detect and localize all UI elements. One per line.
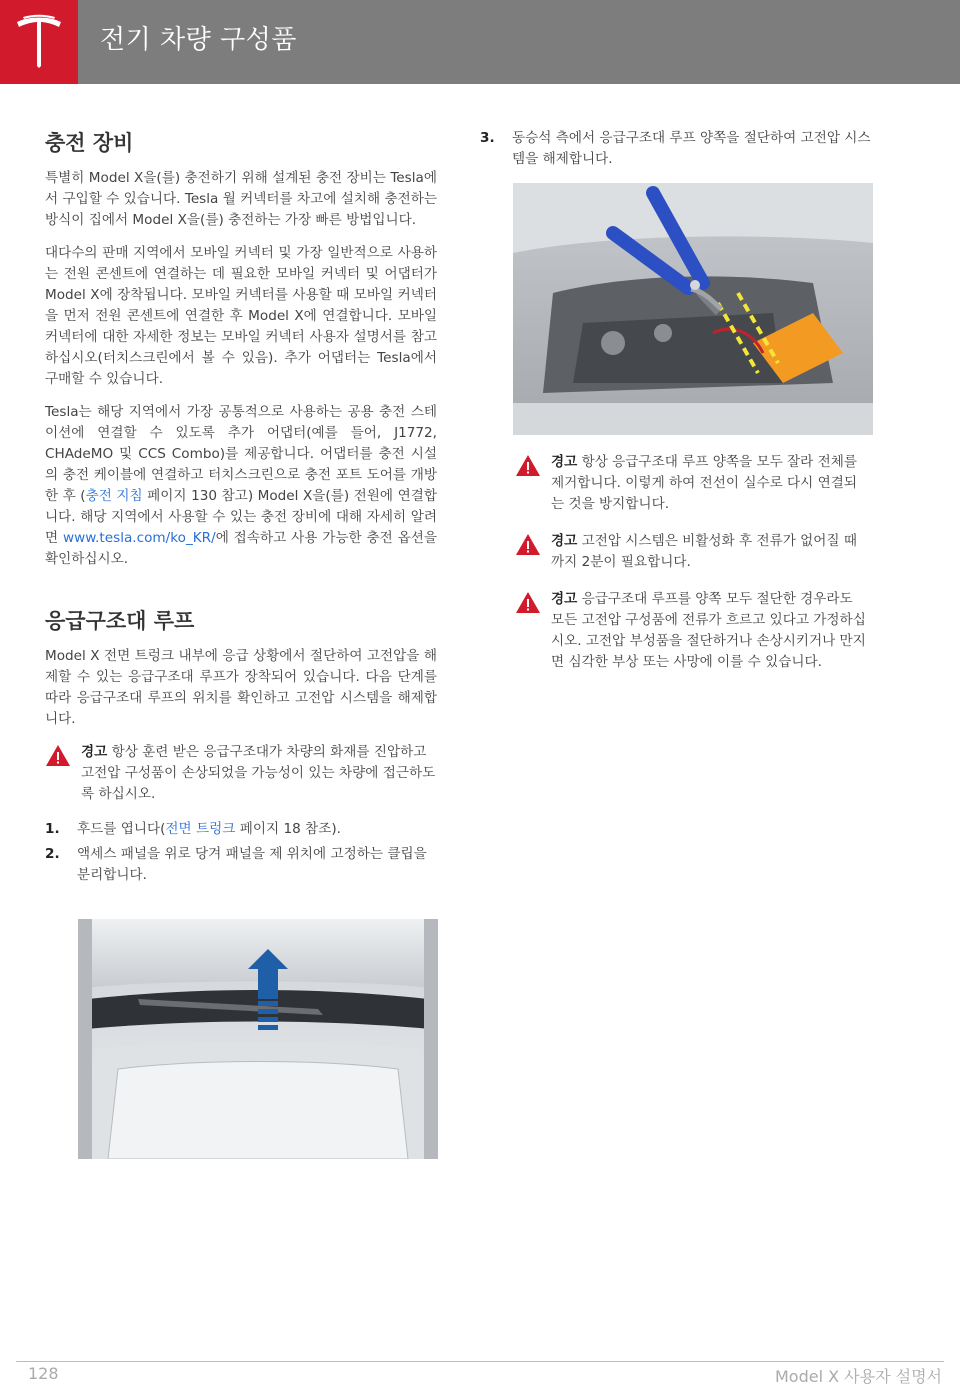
warning-icon bbox=[515, 454, 541, 477]
cut-loop-illustration bbox=[513, 183, 873, 435]
step-1 bbox=[45, 819, 437, 840]
step-2 bbox=[45, 844, 437, 886]
text: 응급구조대 루프를 양쪽 모두 절단한 경우라도 모든 고전압 구성품에 전류가 흐르고 있다고 가정하십시오. 고전압 부성품을 절단하거나 손상시키거나 만지면 심각한 부상 또는 사망에 이를 수 있습니다. bbox=[551, 591, 866, 670]
warning-icon bbox=[515, 591, 541, 614]
warning-label: 경고 bbox=[551, 591, 578, 607]
page-number: 128 bbox=[28, 1364, 59, 1383]
text: 페이지 130 참고) Model X을(를) 전원에 연결합니다. 해당 지역에서 사용할 수 있는 충전 장비에 대해 자세히 알려면 bbox=[45, 488, 437, 546]
warning-box bbox=[515, 589, 870, 673]
step-3 bbox=[480, 128, 875, 170]
warning-box bbox=[515, 452, 870, 515]
step-text: 액세스 패널을 위로 당겨 패널을 제 위치에 고정하는 클립을 분리합니다. bbox=[77, 846, 427, 883]
warning-label: 경고 bbox=[551, 533, 578, 549]
step-number: 1. bbox=[45, 821, 60, 837]
warning-box bbox=[515, 531, 870, 573]
right-column bbox=[480, 128, 875, 174]
text: 후드를 엽니다( bbox=[77, 821, 166, 837]
step-number: 2. bbox=[45, 846, 60, 862]
front-trunk-illustration bbox=[78, 919, 438, 1159]
warning-label: 경고 bbox=[81, 744, 108, 760]
front-trunk-image bbox=[78, 919, 438, 1159]
footer-title: Model X 사용자 설명서 bbox=[775, 1367, 942, 1386]
paragraph: 대다수의 판매 지역에서 모바일 커넥터 및 가장 일반적으로 사용하는 전원 콘센트에 연결하는 데 필요한 모바일 커넥터 및 어댑터가 Model X에 장착됩니다. 모바일 커넥터를 사용할 때 모바일 커넥터을 먼저 전원 콘센트에 연결한 후 Model X에 연결합니다. 모바일 커넥터에 대한 자세한 정보는 모바일 커넥터 사용자 설명서를 참고하십시오(터치스크린에서 볼 수 있음). 추가 어댑터는 Tesla에서 구매할 수 있습니다. bbox=[45, 245, 437, 387]
text: Tesla는 해당 지역에서 가장 공통적으로 사용하는 공용 충전 스테이션에 연결할 수 있도록 추가 어댑터(예를 들어, J1772, CHAdeMO 및 CCS Combo)를 제공합니다. 어댑터를 충전 시설의 충전 케이블에 연결하고 터치스크린으로 충전 포트 도어를 개방한 후 ( bbox=[45, 404, 437, 504]
warning-label: 경고 bbox=[551, 454, 578, 470]
cut-loop-image bbox=[513, 183, 873, 435]
link-charging-instructions[interactable]: 충전 지침 bbox=[85, 488, 143, 504]
warning-box bbox=[45, 742, 437, 805]
section-title-charging: 충전 장비 bbox=[45, 131, 134, 155]
warning-text bbox=[551, 531, 870, 573]
section-title-first-responder-loop: 응급구조대 루프 bbox=[45, 609, 195, 633]
paragraph: Model X 전면 트렁크 내부에 응급 상황에서 절단하여 고전압을 해제할 수 있는 응급구조대 루프가 장착되어 있습니다. 다음 단계를 따라 응급구조대 루프의 위치를 확인하고 고전압 시스템을 해제합니다. bbox=[45, 648, 437, 727]
warning-icon bbox=[515, 533, 541, 556]
text: 고전압 시스템은 비활성화 후 전류가 없어질 때까지 2분이 필요합니다. bbox=[551, 533, 858, 570]
text: 항상 응급구조대 루프 양쪽을 모두 잘라 전체를 제거합니다. 이렇게 하여 전선이 실수로 다시 연결되는 것을 방지합니다. bbox=[551, 454, 858, 512]
link-front-trunk[interactable]: 전면 트렁크 bbox=[165, 821, 236, 837]
text: 페이지 18 참조). bbox=[235, 821, 341, 837]
warning-icon bbox=[45, 744, 71, 767]
step-text bbox=[77, 819, 437, 840]
step-number: 3. bbox=[480, 130, 495, 146]
right-warnings bbox=[515, 452, 870, 687]
paragraph bbox=[45, 402, 437, 570]
page-header bbox=[0, 0, 960, 84]
page-title: 전기 차량 구성품 bbox=[100, 25, 297, 55]
tesla-logo-icon bbox=[13, 14, 65, 70]
tesla-logo bbox=[0, 0, 78, 84]
step-text: 동승석 측에서 응급구조대 루프 양쪽을 절단하여 고전압 시스템을 해제합니다. bbox=[512, 130, 871, 167]
paragraph: 특별히 Model X을(를) 충전하기 위해 설계된 충전 장비는 Tesla에서 구입할 수 있습니다. Tesla 월 커넥터를 차고에 설치해 충전하는 방식이 집에서 Model X을(를) 충전하는 가장 빠른 방법입니다. bbox=[45, 170, 437, 228]
text: 항상 훈련 받은 응급구조대가 차량의 화재를 진압하고 고전압 구성품이 손상되었을 가능성이 있는 차량에 접근하도록 하십시오. bbox=[81, 744, 436, 802]
left-column bbox=[45, 128, 437, 890]
footer-divider bbox=[16, 1361, 944, 1362]
warning-text bbox=[551, 452, 870, 515]
warning-text bbox=[551, 589, 870, 673]
warning-text bbox=[81, 742, 437, 805]
text: 에 접속하고 사용 가능한 충전 옵션을 확인하십시오. bbox=[45, 530, 437, 567]
link-tesla-url[interactable]: www.tesla.com/ko_KR/ bbox=[63, 530, 216, 546]
